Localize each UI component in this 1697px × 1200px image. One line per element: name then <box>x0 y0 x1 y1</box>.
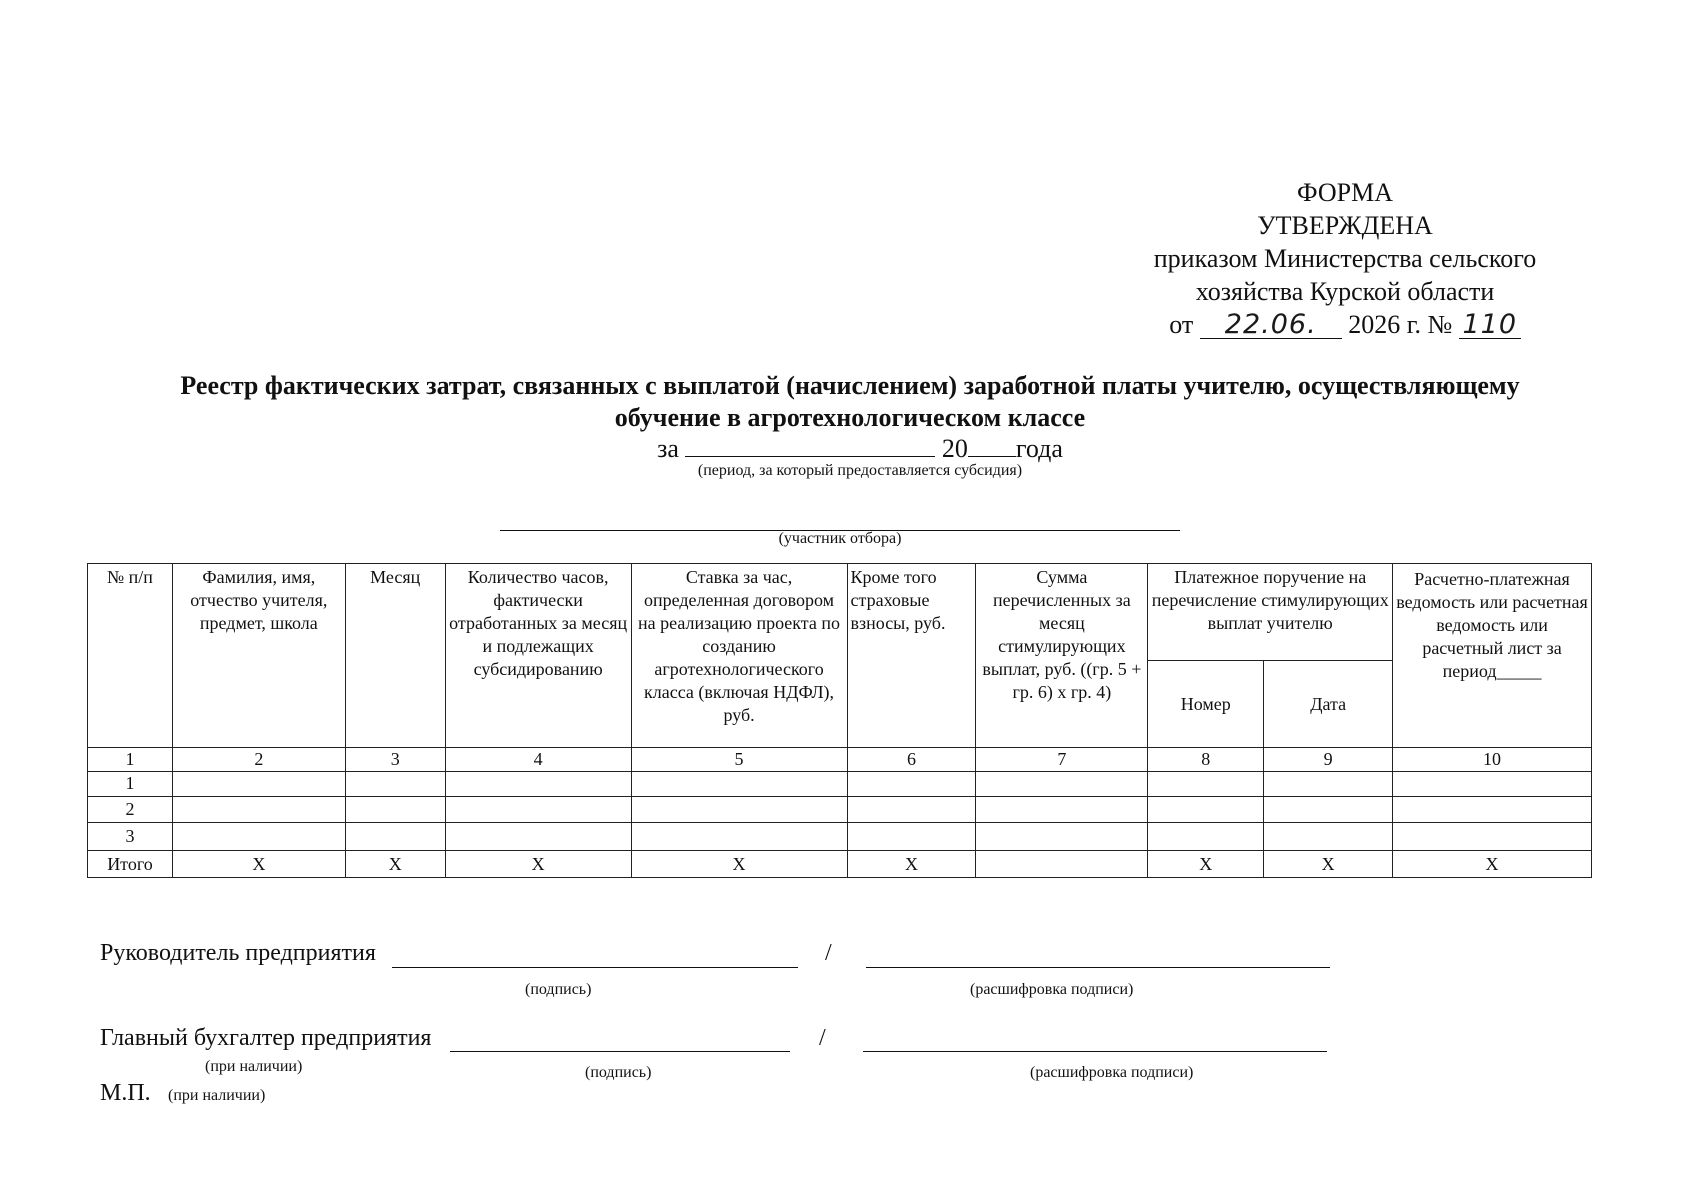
table-cell[interactable] <box>847 823 976 851</box>
total-sum-cell[interactable] <box>976 851 1148 878</box>
table-cell[interactable] <box>976 797 1148 823</box>
period-line <box>560 432 1160 464</box>
period-year-field <box>968 432 1016 457</box>
head-label: Руководитель предприятия <box>100 940 376 966</box>
head-decoding-hint: (расшифровка подписи) <box>970 981 1134 998</box>
table-cell[interactable] <box>631 823 847 851</box>
stamp-label: М.П. <box>100 1080 151 1106</box>
period-year-prefix: 20 <box>941 434 968 463</box>
head-signature-hint: (подпись) <box>525 981 592 998</box>
approval-block <box>1120 176 1570 341</box>
row-number: 3 <box>88 823 173 851</box>
table-row <box>88 823 1592 851</box>
approval-approved-label: УТВЕРЖДЕНА <box>1257 211 1433 240</box>
title-line-1: Реестр фактических затрат, связанных с выплатой (начислением) заработной платы учителю, осуществляющему <box>180 371 1520 400</box>
table-cell[interactable] <box>172 797 345 823</box>
table-cell[interactable] <box>345 797 445 823</box>
table-cell[interactable] <box>1264 797 1393 823</box>
table-cell[interactable] <box>1148 823 1264 851</box>
table-cell[interactable] <box>847 772 976 797</box>
period-suffix: года <box>1015 434 1063 463</box>
col-number: 3 <box>345 748 445 772</box>
total-cell: Х <box>445 851 631 878</box>
table-cell[interactable] <box>1393 772 1592 797</box>
col-number: 1 <box>88 748 173 772</box>
total-cell: Х <box>172 851 345 878</box>
table-cell[interactable] <box>172 772 345 797</box>
header-row <box>88 564 1592 661</box>
header-payment-date: Дата <box>1264 661 1393 748</box>
approval-form-label: ФОРМА <box>1297 178 1393 207</box>
approval-date-prefix: от <box>1169 310 1194 339</box>
col-number: 5 <box>631 748 847 772</box>
table-cell[interactable] <box>631 772 847 797</box>
table-row <box>88 772 1592 797</box>
header-name: Фамилия, имя, отчество учителя, предмет, школа <box>172 564 345 748</box>
row-number: 1 <box>88 772 173 797</box>
table-cell[interactable] <box>1148 797 1264 823</box>
table-cell[interactable] <box>976 823 1148 851</box>
table-cell[interactable] <box>976 772 1148 797</box>
accountant-if-available: (при наличии) <box>205 1058 303 1075</box>
table-cell[interactable] <box>445 823 631 851</box>
total-label: Итого <box>88 851 173 878</box>
table-cell[interactable] <box>445 797 631 823</box>
head-signature-line[interactable] <box>392 967 798 968</box>
column-numbers-row <box>88 748 1592 772</box>
col-number: 7 <box>976 748 1148 772</box>
header-month: Месяц <box>345 564 445 748</box>
period-prefix: за <box>657 434 679 463</box>
total-row <box>88 851 1592 878</box>
total-cell: Х <box>345 851 445 878</box>
row-number: 2 <box>88 797 173 823</box>
accountant-signature-line[interactable] <box>450 1051 790 1052</box>
table-cell[interactable] <box>1148 772 1264 797</box>
total-cell: Х <box>1393 851 1592 878</box>
total-cell: Х <box>847 851 976 878</box>
approval-number-field <box>1459 308 1521 339</box>
document-title <box>60 370 1640 434</box>
accountant-decoding-line[interactable] <box>863 1051 1327 1052</box>
table-cell[interactable] <box>847 797 976 823</box>
col-number: 4 <box>445 748 631 772</box>
total-cell: Х <box>1148 851 1264 878</box>
col-number: 2 <box>172 748 345 772</box>
stamp-hint: (при наличии) <box>168 1087 266 1104</box>
table-cell[interactable] <box>1393 797 1592 823</box>
register-table <box>87 563 1592 878</box>
table-cell[interactable] <box>1264 772 1393 797</box>
table-cell[interactable] <box>172 823 345 851</box>
title-line-2: обучение в агротехнологическом классе <box>614 403 1086 432</box>
accountant-decoding-hint: (расшифровка подписи) <box>1030 1064 1194 1081</box>
approval-date-handwritten: 22.06. <box>1224 309 1317 340</box>
approval-number-handwritten: 110 <box>1462 309 1518 340</box>
approval-order-line: приказом Министерства сельского <box>1153 244 1537 273</box>
accountant-label: Главный бухгалтер предприятия <box>100 1025 432 1051</box>
table-cell[interactable] <box>445 772 631 797</box>
approval-date-field <box>1200 308 1342 339</box>
col-number: 10 <box>1393 748 1592 772</box>
table-cell[interactable] <box>345 772 445 797</box>
header-sum: Сумма перечисленных за месяц стимулирующих выплат, руб. ((гр. 5 + гр. 6) х гр. 4) <box>976 564 1148 748</box>
header-hours: Количество часов, фактически отработанных за месяц и подлежащих субсидированию <box>445 564 631 748</box>
col-number: 8 <box>1148 748 1264 772</box>
table-cell[interactable] <box>1264 823 1393 851</box>
table-row <box>88 797 1592 823</box>
period-field <box>685 432 935 457</box>
approval-ministry-line: хозяйства Курской области <box>1195 277 1495 306</box>
approval-year-text: 2026 г. № <box>1348 310 1453 339</box>
col-number: 6 <box>847 748 976 772</box>
header-insurance: Кроме того страховые взносы, руб. <box>847 564 976 748</box>
total-cell: Х <box>1264 851 1393 878</box>
header-statement: Расчетно-платежная ведомость или расчетная ведомость или расчетный лист за период_____ <box>1393 564 1592 748</box>
head-decoding-line[interactable] <box>866 967 1330 968</box>
approval-date-line <box>1120 308 1570 341</box>
table-cell[interactable] <box>631 797 847 823</box>
header-payment-number: Номер <box>1148 661 1264 748</box>
accountant-signature-hint: (подпись) <box>585 1064 652 1081</box>
header-payment-order: Платежное поручение на перечисление стимулирующих выплат учителю <box>1148 564 1393 661</box>
col-number: 9 <box>1264 748 1393 772</box>
period-hint: (период, за который предоставляется субсидия) <box>697 462 1023 479</box>
head-separator: / <box>825 940 832 966</box>
table-cell[interactable] <box>1393 823 1592 851</box>
header-num: № п/п <box>88 564 173 748</box>
table-cell[interactable] <box>345 823 445 851</box>
accountant-separator: / <box>819 1025 826 1051</box>
total-cell: Х <box>631 851 847 878</box>
header-rate: Ставка за час, определенная договором на реализацию проекта по созданию агротехнологического класса (включая НДФЛ), руб. <box>631 564 847 748</box>
participant-hint: (участник отбора) <box>778 530 902 547</box>
